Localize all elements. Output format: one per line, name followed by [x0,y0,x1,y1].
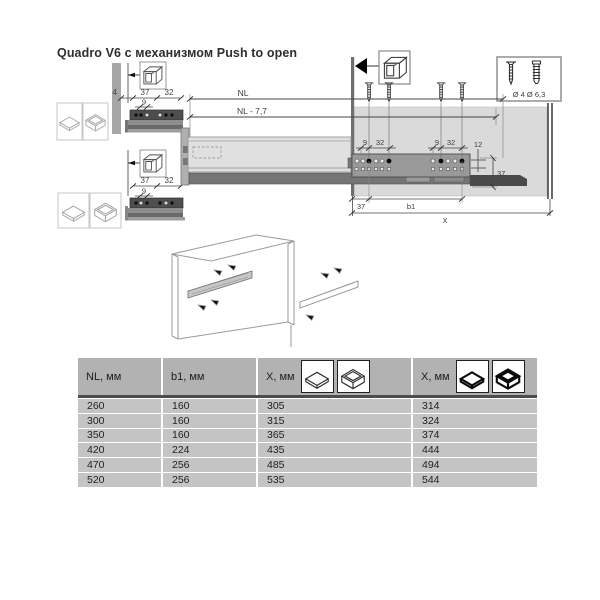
dim-label: X [442,216,448,225]
cell-nl: 420 [78,443,161,457]
screw-legend-label: Ø 4 Ø 6,3 [512,90,546,99]
header-cell-x-railing [413,358,537,395]
cell-x-standard: 485 [258,458,411,472]
drawer-rail-member [188,137,351,172]
dim-label: 12 [473,140,483,149]
dim-label: 9 [141,97,147,107]
header-label: NL, мм [86,370,122,383]
dim-label: 32 [164,88,174,97]
dim-label: 37 [140,176,150,185]
drawer-type-icons-bottom [58,193,121,228]
cell-x-railing: 544 [413,473,537,487]
cell-b1: 224 [163,443,256,457]
cell-x-standard: 315 [258,414,411,428]
cell-b1: 256 [163,473,256,487]
cell-x-railing: 444 [413,443,537,457]
arrow-left-icon [128,73,135,77]
dim-label: 4 [112,88,117,97]
screw-arrow-icon [197,303,206,311]
table-row [78,399,537,413]
cell-x-standard: 305 [258,399,411,413]
drawer-shallow-icon [301,360,334,393]
screw-arrow-icon [210,298,219,306]
dim-label: b1 [406,202,416,211]
drawer-tall-icon [337,360,370,393]
table-row [78,414,537,428]
cell-x-railing: 324 [413,414,537,428]
screw-arrow-icon [227,263,236,271]
header-cell-nl [78,358,161,395]
table-body [78,399,537,487]
header-label: X, мм [421,370,450,383]
dim-label: 37 [140,88,150,97]
dim-label: 9 [362,138,368,147]
cell-nl: 350 [78,429,161,443]
side-panel-bar [112,63,121,134]
table-row [78,473,537,487]
drawer-tall-bold-icon [492,360,525,393]
main-side-view [181,51,561,225]
dim-label: NL - 7,7 [237,106,267,116]
cell-x-standard: 365 [258,429,411,443]
cell-nl: 300 [78,414,161,428]
screw-arrow-icon [320,271,329,279]
arrow-left-icon [355,58,367,74]
cell-b1: 160 [163,414,256,428]
right-rail [300,281,358,308]
cell-b1: 256 [163,458,256,472]
table-row [78,458,537,472]
dim-label: 9 [141,186,147,196]
dim-label: NL [237,88,249,98]
header-cell-x-standard [258,358,411,395]
arrow-left-icon [128,161,135,165]
screw-arrow-icon [333,266,342,274]
screw-arrow-icon [213,268,222,276]
cabinet-rail [352,154,470,177]
header-cell-b1 [163,358,256,395]
cell-x-railing: 314 [413,399,537,413]
dimensions-table [78,358,537,487]
cell-b1: 160 [163,429,256,443]
cell-nl: 470 [78,458,161,472]
page-title: Quadro V6 с механизмом Push to open [57,46,298,60]
table-row [78,443,537,457]
header-label: X, мм [266,370,295,383]
table-row [78,429,537,443]
cell-b1: 160 [163,399,256,413]
drawer-type-icons-top [57,103,108,140]
dim-label: 37 [356,202,366,211]
installation-isometric [172,235,358,347]
screw-arrow-icon [305,313,314,321]
cell-nl: 520 [78,473,161,487]
dim-label: 32 [164,176,174,185]
cell-nl: 260 [78,399,161,413]
header-label: b1, мм [171,370,205,383]
cell-x-railing: 374 [413,429,537,443]
rail-cross-section-top [112,62,185,134]
cell-x-railing: 494 [413,458,537,472]
table-header-row [78,358,537,398]
rail-cross-section-bottom [125,150,185,221]
cell-x-standard: 435 [258,443,411,457]
dim-label: 9 [434,138,440,147]
dim-label: 32 [375,138,385,147]
dim-label: 37 [497,169,506,178]
drawer-shallow-bold-icon [456,360,489,393]
cell-x-standard: 535 [258,473,411,487]
screw-legend [497,57,561,101]
dim-label: 32 [446,138,456,147]
